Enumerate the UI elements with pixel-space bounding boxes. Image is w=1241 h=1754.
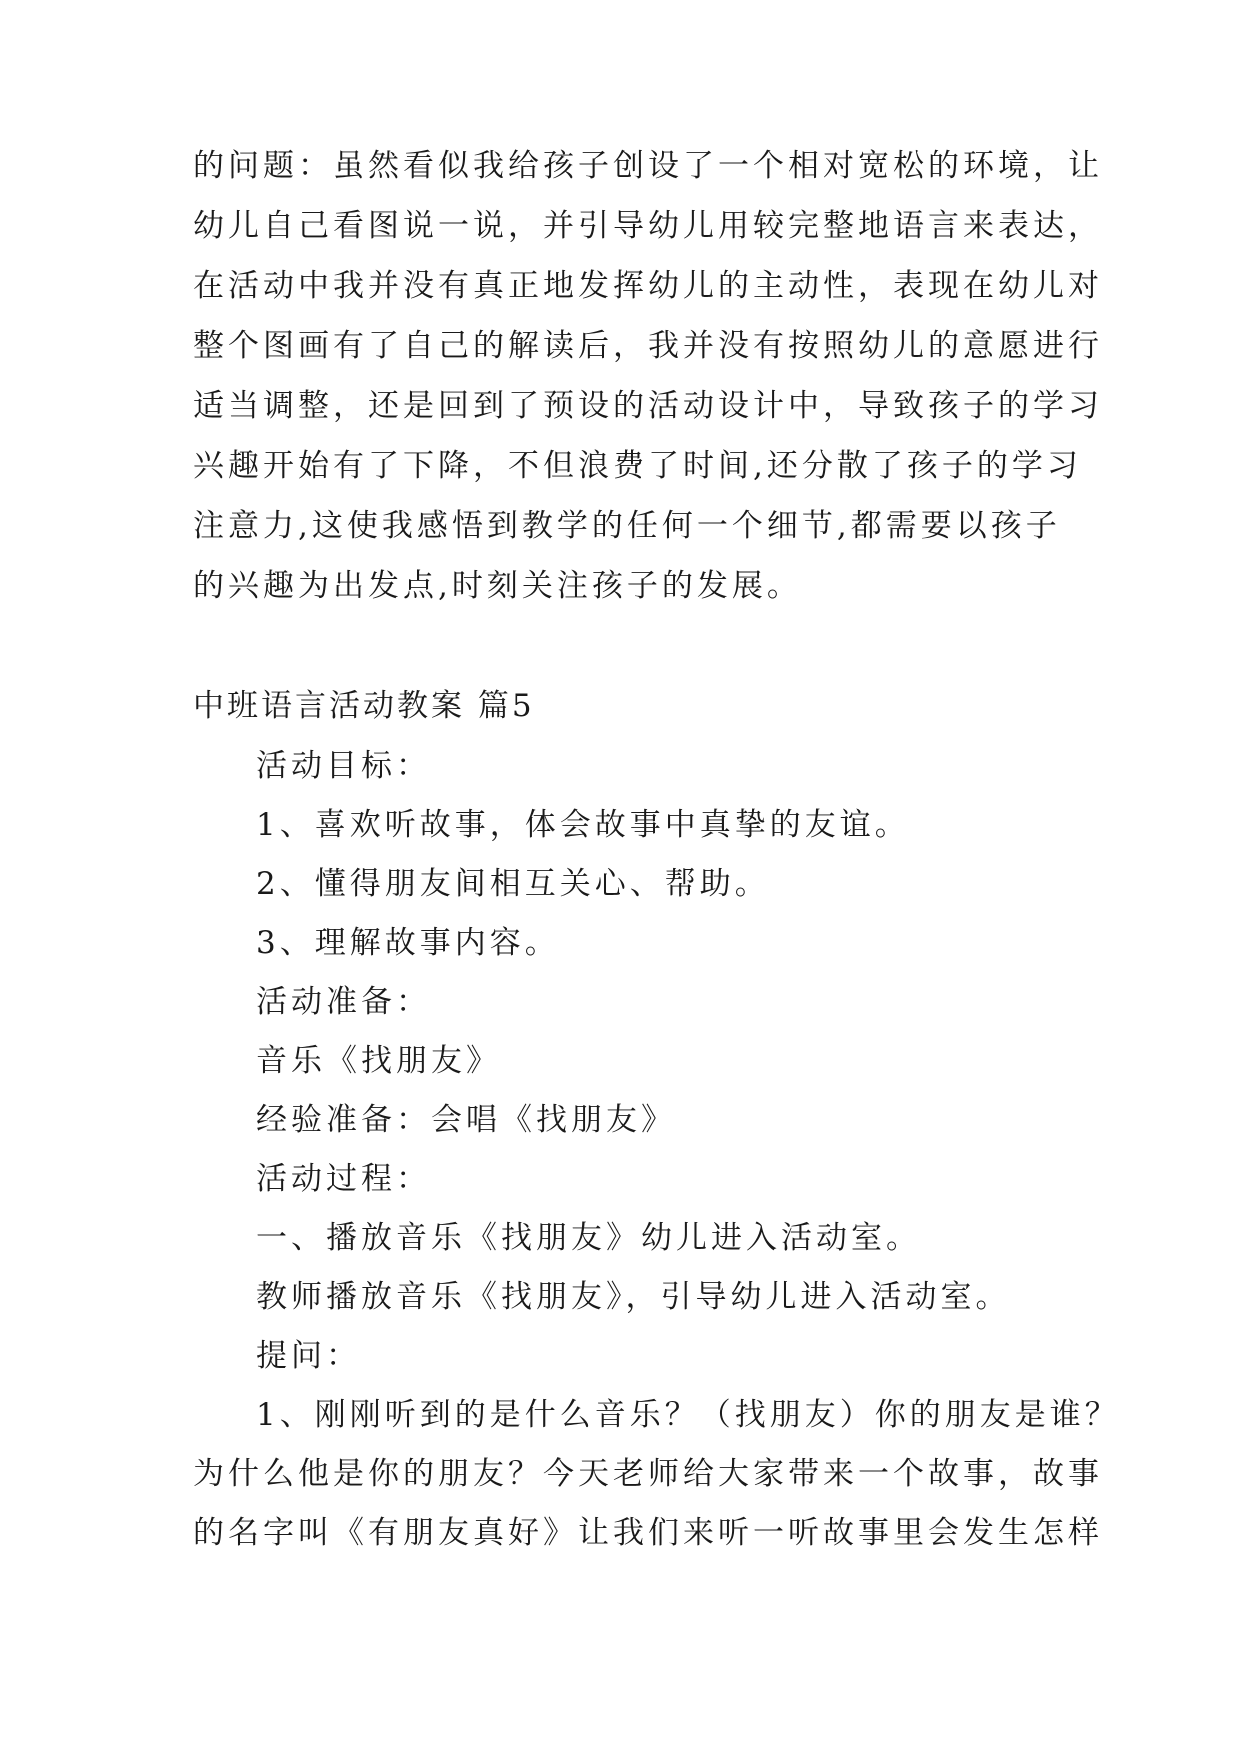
body-line: 经验准备：会唱《找朋友》 [256,1102,676,1138]
paragraph-line: 整个图画有了自己的解读后，我并没有按照幼儿的意愿进行 [193,328,1103,364]
paragraph-line: 适当调整，还是回到了预设的活动设计中，导致孩子的学习 [193,388,1103,424]
paragraph-line: 兴趣开始有了下降，不但浪费了时间,还分散了孩子的学习 [193,448,1082,484]
paragraph-line: 的问题：虽然看似我给孩子创设了一个相对宽松的环境，让 [193,148,1103,184]
body-line: 教师播放音乐《找朋友》，引导幼儿进入活动室。 [256,1279,1011,1315]
paragraph-line: 注意力,这使我感悟到教学的任何一个细节,都需要以孩子 [193,508,1061,544]
paragraph-line: 为什么他是你的朋友？今天老师给大家带来一个故事，故事 [193,1456,1103,1492]
paragraph-line: 幼儿自己看图说一说，并引导幼儿用较完整地语言来表达， [193,208,1103,244]
body-line: 提问： [256,1338,361,1374]
body-line: 音乐《找朋友》 [256,1043,501,1079]
section-title: 中班语言活动教案 篇5 [193,688,535,724]
paragraph-line: 的兴趣为出发点,时刻关注孩子的发展。 [193,568,802,604]
body-line: 活动过程： [256,1161,431,1197]
body-line: 1、刚刚听到的是什么音乐？（找朋友）你的朋友是谁？ [256,1397,1120,1433]
body-line: 2、懂得朋友间相互关心、帮助。 [256,866,770,902]
body-line: 活动目标： [256,748,431,784]
body-line: 3、理解故事内容。 [256,925,560,961]
body-line: 一、播放音乐《找朋友》幼儿进入活动室。 [256,1220,921,1256]
paragraph-line: 的名字叫《有朋友真好》让我们来听一听故事里会发生怎样 [193,1515,1103,1551]
body-line: 活动准备： [256,984,431,1020]
paragraph-line: 在活动中我并没有真正地发挥幼儿的主动性，表现在幼儿对 [193,268,1103,304]
body-line: 1、喜欢听故事，体会故事中真挚的友谊。 [256,807,910,843]
